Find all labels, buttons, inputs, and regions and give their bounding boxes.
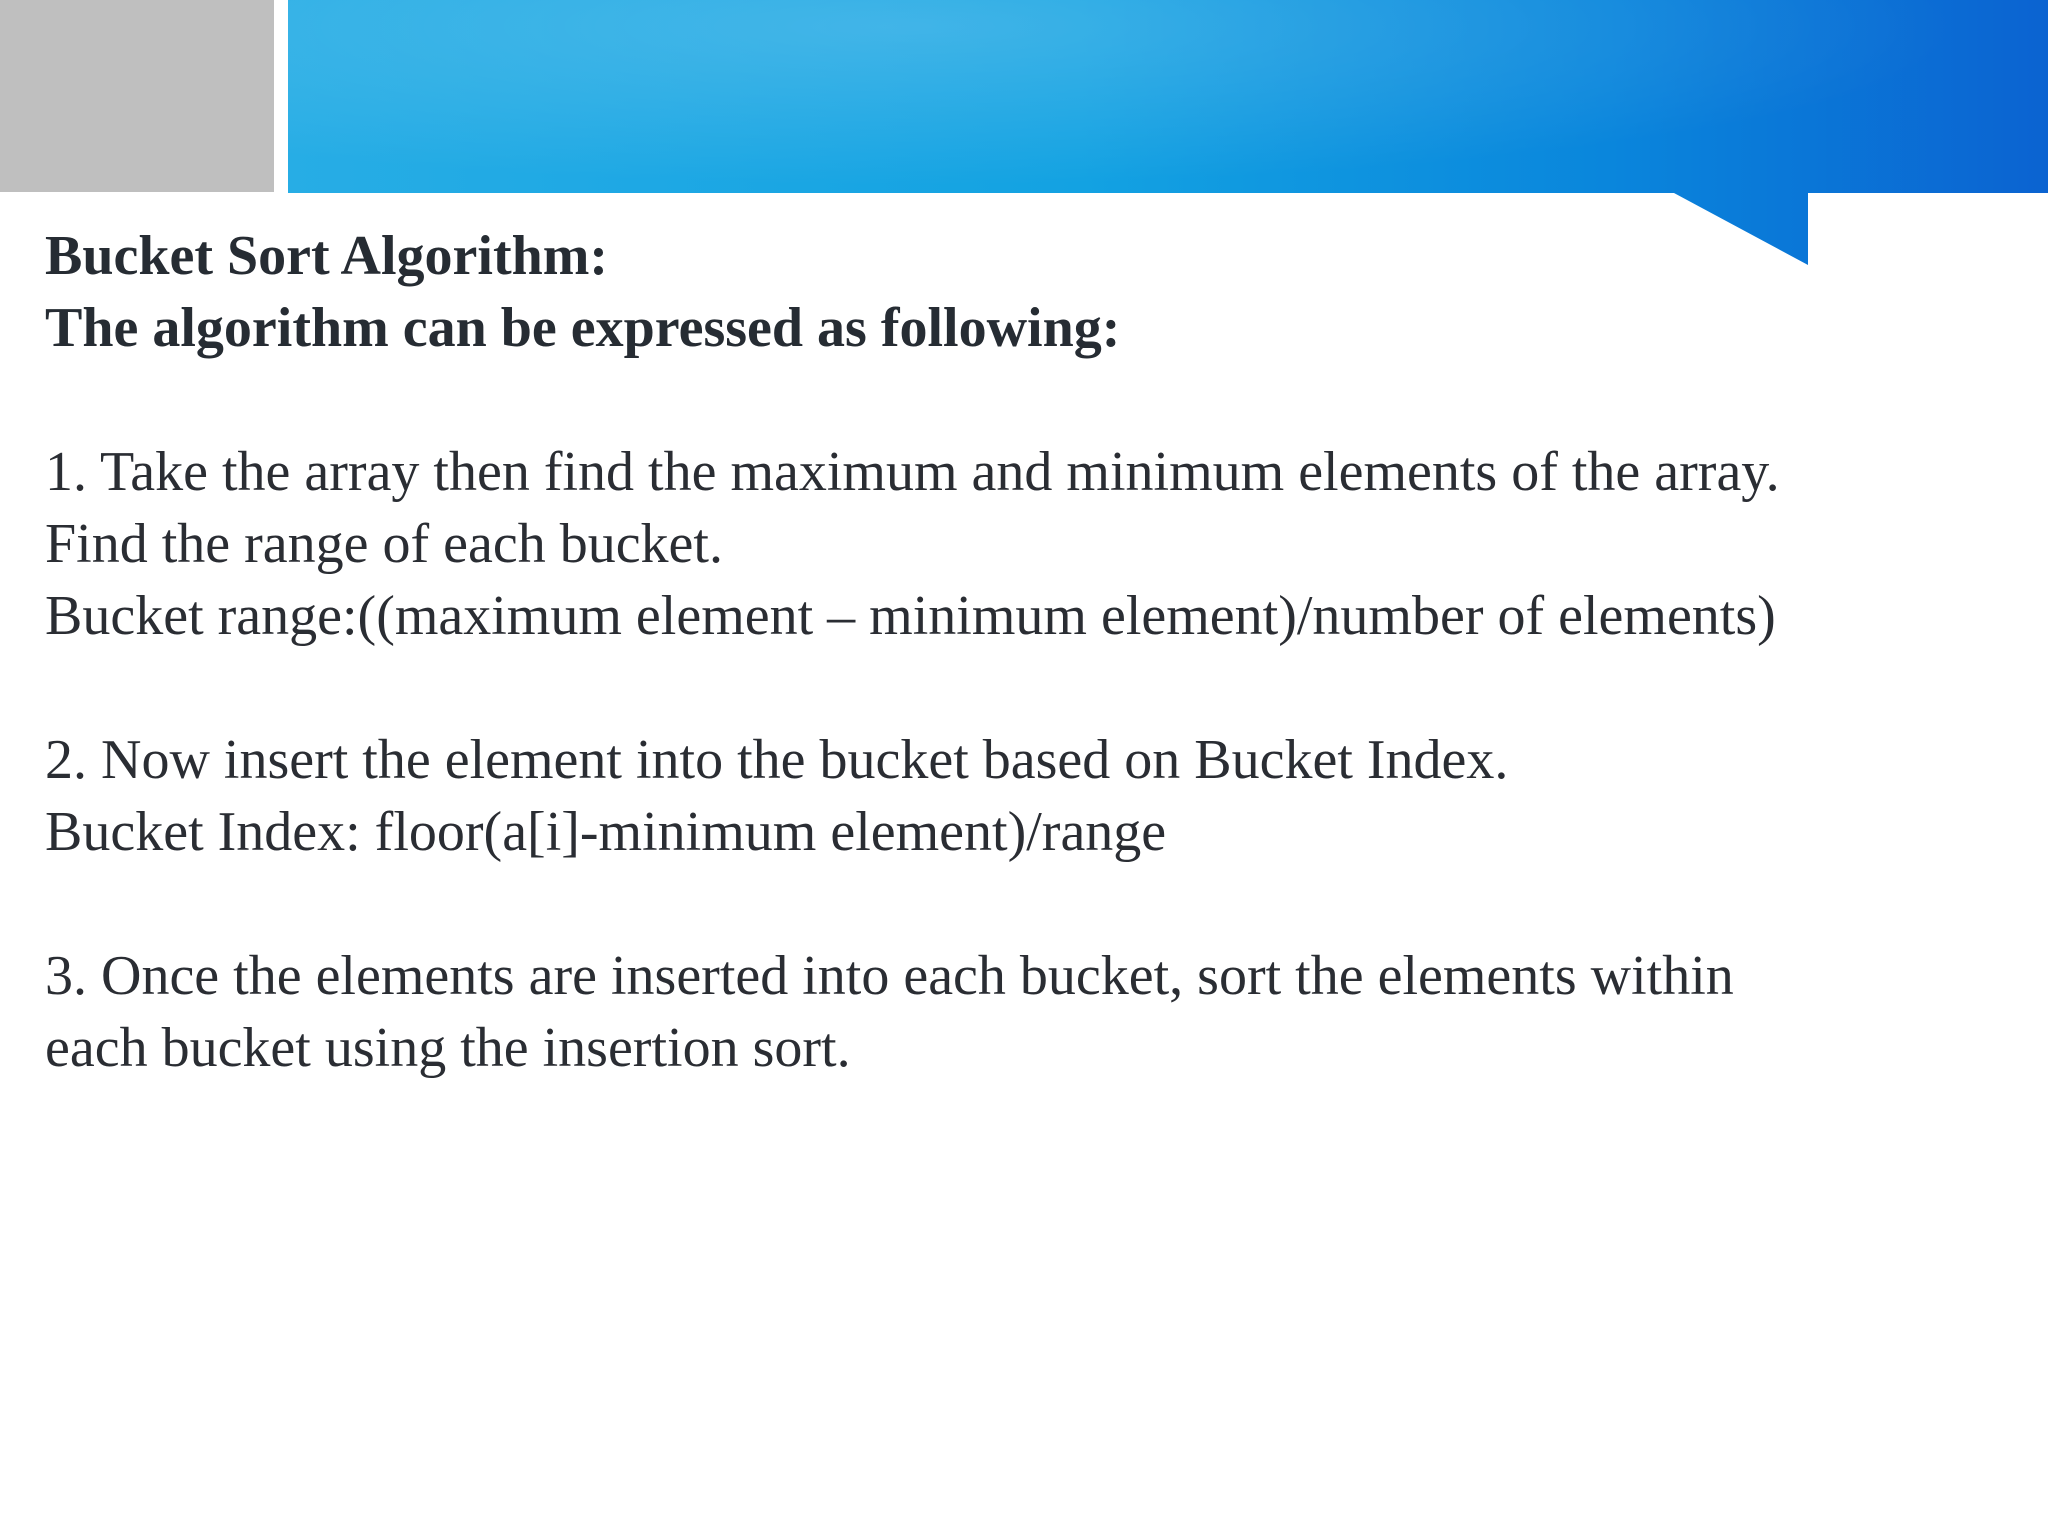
slide-title-line-2: The algorithm can be expressed as following: [45, 297, 1121, 359]
step-3-line-1: 3. Once the elements are inserted into each bucket, sort the elements within [45, 945, 1734, 1007]
step-3-line-2: each bucket using the insertion sort. [45, 1017, 851, 1079]
step-3 [45, 940, 2005, 1084]
step-1 [45, 436, 2005, 652]
step-1-line-1: 1. Take the array then find the maximum and minimum elements of the array. [45, 441, 1780, 503]
header-gray-block [0, 0, 274, 192]
step-1-line-3: Bucket range:((maximum element – minimum element)/number of elements) [45, 585, 1776, 647]
slide-content [45, 220, 2005, 1084]
step-1-line-2: Find the range of each bucket. [45, 513, 723, 575]
step-2 [45, 724, 2005, 868]
spacer [45, 868, 2005, 940]
spacer [45, 652, 2005, 724]
slide-title-line-1: Bucket Sort Algorithm: [45, 225, 609, 287]
spacer [45, 364, 2005, 436]
step-2-line-2: Bucket Index: floor(a[i]-minimum element)/range [45, 801, 1167, 863]
step-2-line-1: 2. Now insert the element into the bucket based on Bucket Index. [45, 729, 1509, 791]
